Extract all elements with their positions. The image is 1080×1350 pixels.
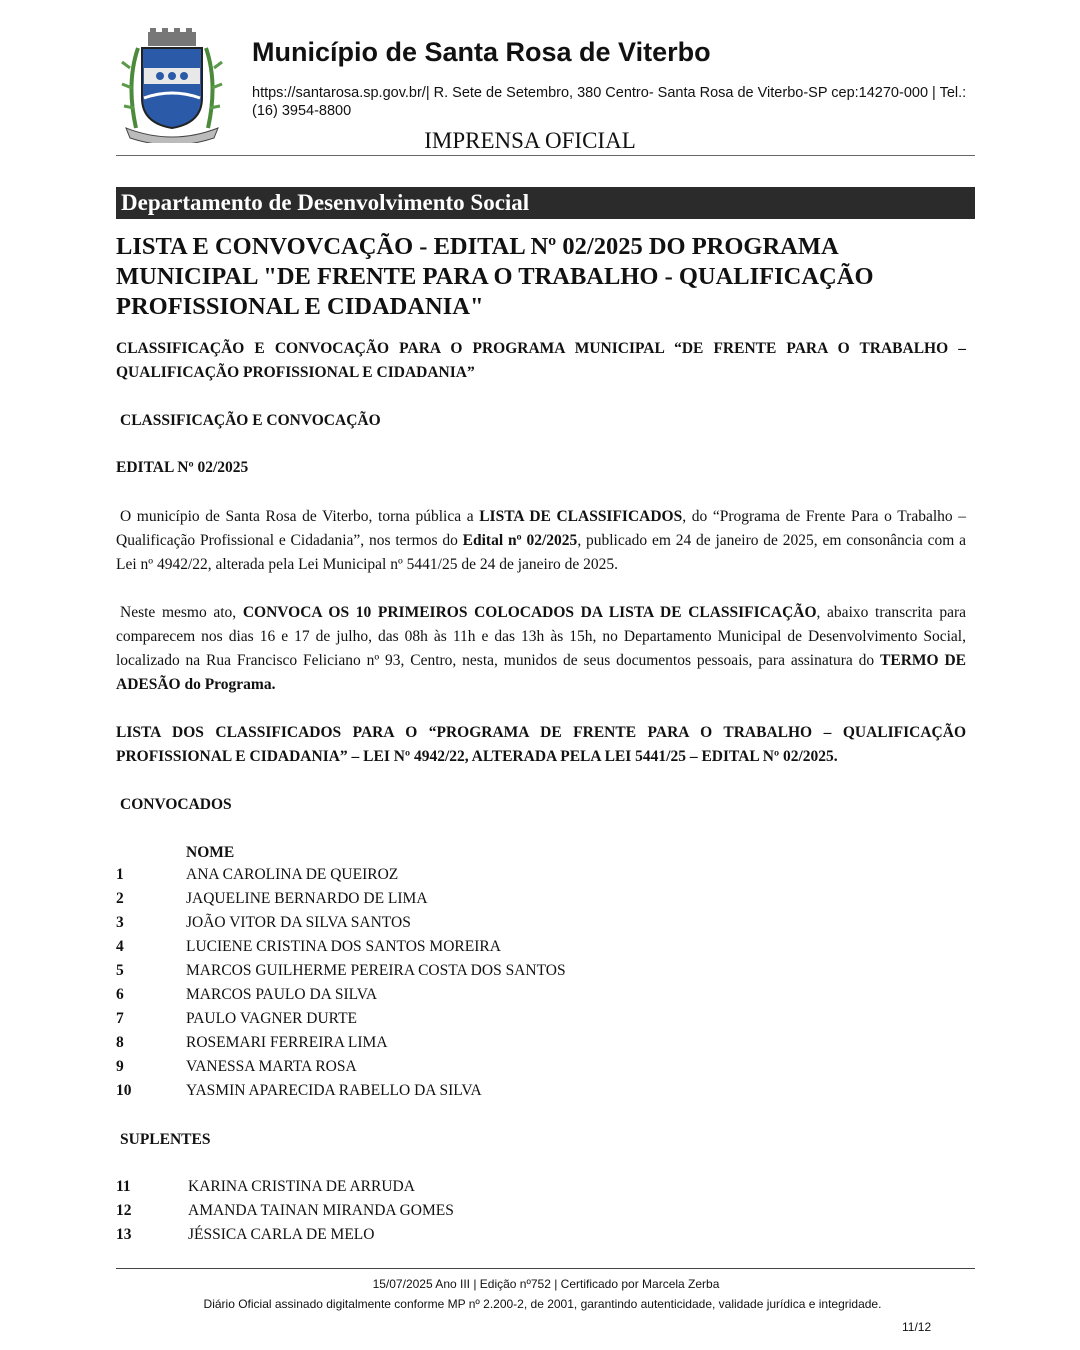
suplentes-label: SUPLENTES — [120, 1131, 211, 1148]
list-item: 3 JOÃO VITOR DA SILVA SANTOS — [116, 914, 411, 931]
list-item: 10 YASMIN APARECIDA RABELLO DA SILVA — [116, 1082, 482, 1099]
list-item: 6 MARCOS PAULO DA SILVA — [116, 986, 378, 1003]
list-item: 11 KARINA CRISTINA DE ARRUDA — [116, 1178, 415, 1195]
list-item: 1 ANA CAROLINA DE QUEIROZ — [116, 866, 399, 883]
municipality-address: https://santarosa.sp.gov.br/| R. Sete de Setembro, 380 Centro- Santa Rosa de Viterbo-SP cep:14270-000 | Tel.: (16) 3954-8800 — [252, 85, 967, 119]
municipal-coat-of-arms-icon — [118, 28, 226, 143]
list-item: 13 JÉSSICA CARLA DE MELO — [116, 1226, 375, 1243]
municipality-name: Município de Santa Rosa de Viterbo — [252, 37, 711, 67]
publication-name: IMPRENSA OFICIAL — [424, 128, 636, 153]
list-item: 4 LUCIENE CRISTINA DOS SANTOS MOREIRA — [116, 938, 501, 955]
name-column-header: NOME — [186, 844, 235, 861]
list-item: 8 ROSEMARI FERREIRA LIMA — [116, 1034, 388, 1051]
document-subtitle: CLASSIFICAÇÃO E CONVOCAÇÃO PARA O PROGRAMA MUNICIPAL “DE FRENTE PARA O TRABALHO – QUALIFICAÇÃO PROFISSIONAL E CIDADANIA” — [116, 340, 966, 381]
document-title: LISTA E CONVOVCAÇÃO - EDITAL Nº 02/2025 DO PROGRAMA MUNICIPAL "DE FRENTE PARA O TRABALHO - QUALIFICAÇÃO PROFISSIONAL E CIDADANIA" — [116, 233, 874, 320]
edital-number: EDITAL Nº 02/2025 — [116, 459, 249, 476]
list-item: 12 AMANDA TAINAN MIRANDA GOMES — [116, 1202, 454, 1219]
paragraph-convocation: Neste mesmo ato, CONVOCA OS 10 PRIMEIROS COLOCADOS DA LISTA DE CLASSIFICAÇÃO, abaixo transcrita para comparecem nos dias 16 e 17 de julho, das 08h às 11h e das 13h às 15h, no Departamento Municipal de Desenvolvimento Social, localizado na Rua Francisco Feliciano nº 93, Centro, nesta, munidos de seus documentos pessoais, para assinatura do TERMO DE ADESÃO do Programa. — [116, 604, 967, 693]
header-divider — [116, 155, 975, 156]
page-number: 11/12 — [902, 1320, 932, 1334]
list-title: LISTA DOS CLASSIFICADOS PARA O “PROGRAMA DE FRENTE PARA O TRABALHO – QUALIFICAÇÃO PROFISSIONAL E CIDADANIA” – LEI Nº 4942/22, ALTERADA PELA LEI 5441/25 – EDITAL Nº 02/2025. — [116, 724, 966, 765]
section-classificacao: CLASSIFICAÇÃO E CONVOCAÇÃO — [120, 412, 381, 429]
department-banner: Departamento de Desenvolvimento Social — [116, 187, 975, 219]
convocados-label: CONVOCADOS — [120, 796, 232, 813]
list-item: 5 MARCOS GUILHERME PEREIRA COSTA DOS SANTOS — [116, 962, 566, 979]
list-item: 7 PAULO VAGNER DURTE — [116, 1010, 358, 1027]
list-item: 9 VANESSA MARTA ROSA — [116, 1058, 357, 1075]
footer-signature-notice: Diário Oficial assinado digitalmente conforme MP nº 2.200-2, de 2001, garantindo autenticidade, validade jurídica e integridade. — [203, 1297, 882, 1311]
paragraph-publication: O município de Santa Rosa de Viterbo, torna pública a LISTA DE CLASSIFICADOS, do “Programa de Frente Para o Trabalho – Qualificação Profissional e Cidadania”, nos termos do Edital nº 02/2025, publicado em 24 de janeiro de 2025, em consonância com a Lei nº 4942/22, alterada pela Lei Municipal nº 5441/25 de 24 de janeiro de 2025. — [116, 508, 967, 573]
footer-divider — [116, 1268, 975, 1269]
list-item: 2 JAQUELINE BERNARDO DE LIMA — [116, 890, 428, 907]
footer-edition-info: 15/07/2025 Ano III | Edição nº752 | Certificado por Marcela Zerba — [372, 1277, 720, 1291]
